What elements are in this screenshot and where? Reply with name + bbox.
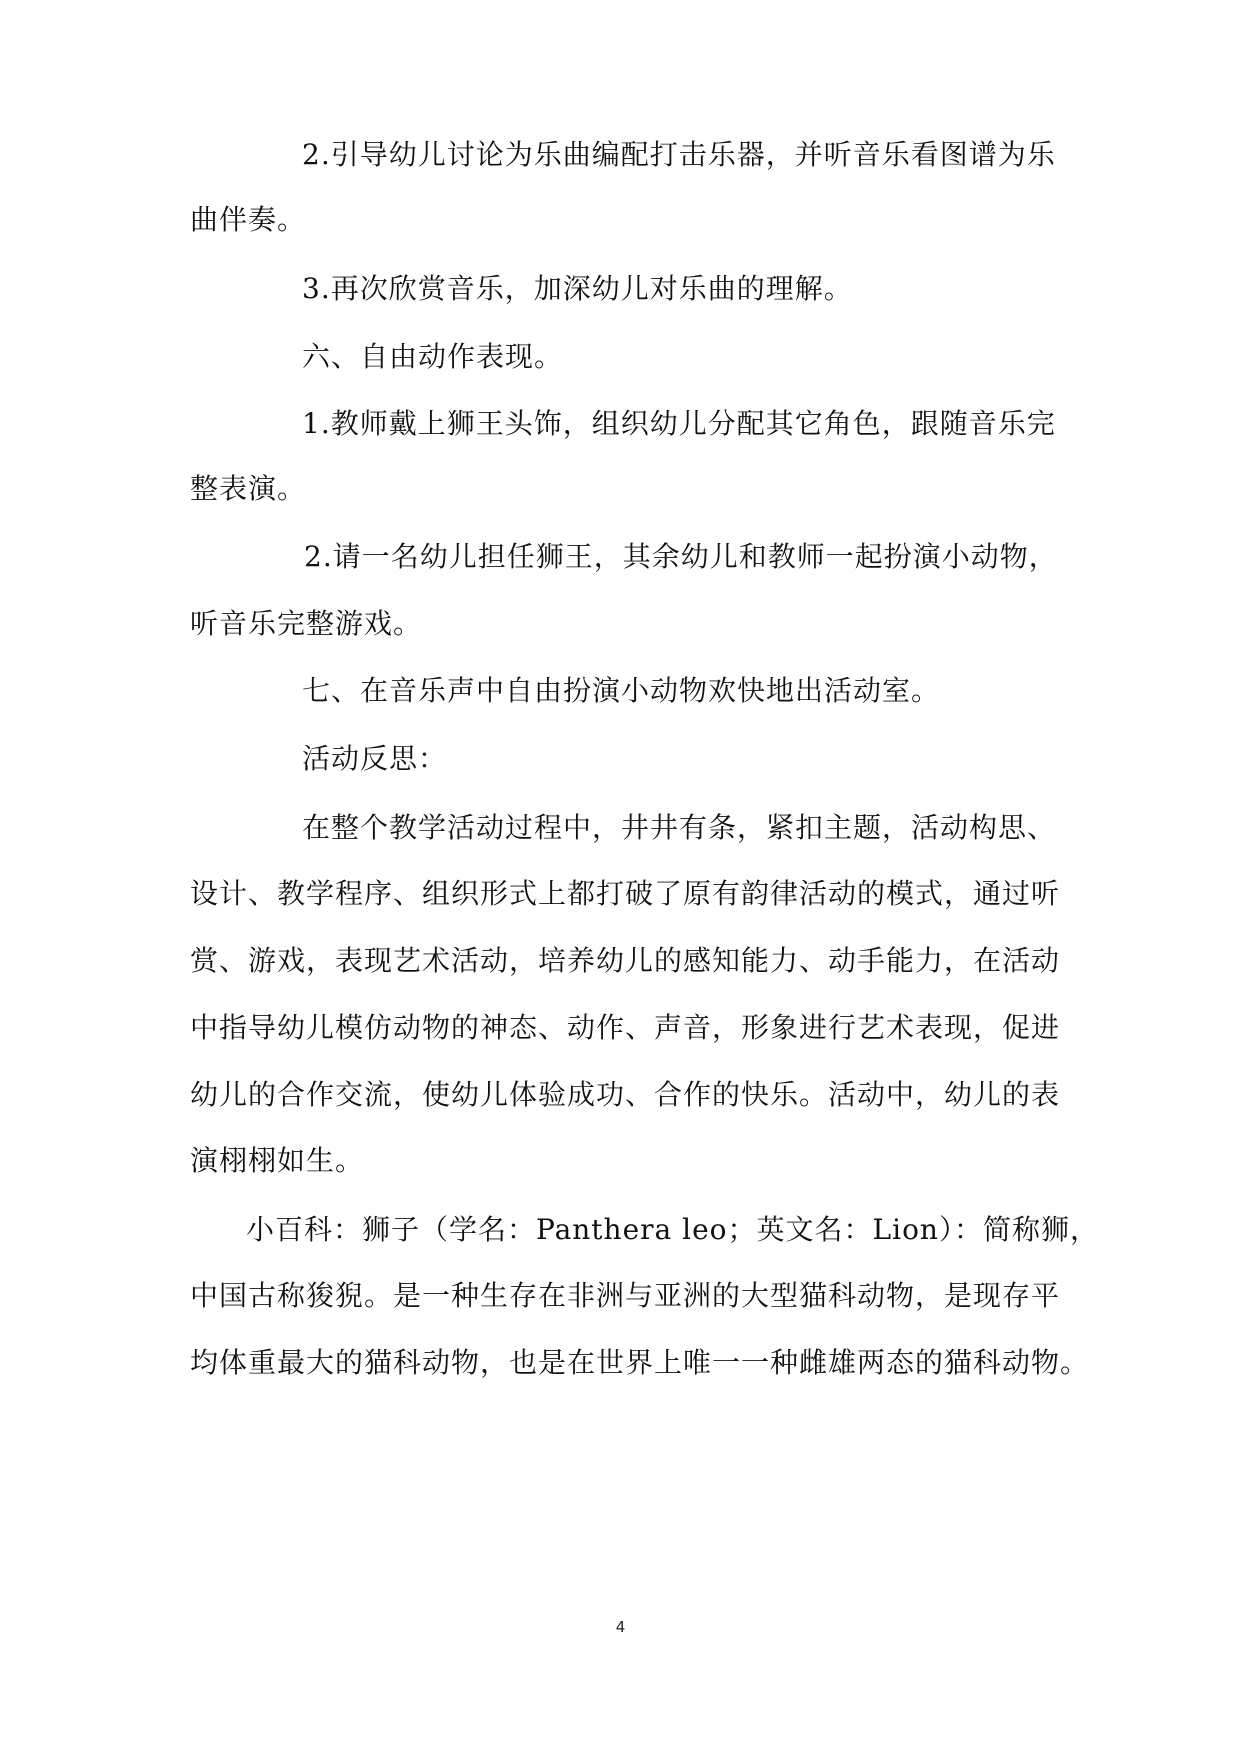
text-line: 设计、教学程序、组织形式上都打破了原有韵律活动的模式，通过听	[190, 877, 1061, 910]
text-line: 小百科：狮子（学名：Panthera leo；英文名：Lion）：简称狮，	[246, 1213, 1099, 1246]
text-line: 赏、游戏，表现艺术活动，培养幼儿的感知能力、动手能力，在活动	[190, 944, 1061, 977]
text-line: 1.教师戴上狮王头饰，组织幼儿分配其它角色，跟随音乐完	[302, 407, 1056, 440]
text-line: 曲伴奏。	[190, 203, 307, 236]
text-line: 2.请一名幼儿担任狮王，其余幼儿和教师一起扮演小动物，	[304, 540, 1058, 573]
text-line: 听音乐完整游戏。	[190, 607, 423, 640]
text-line: 均体重最大的猫科动物，也是在世界上唯一一种雌雄两态的猫科动物。	[190, 1346, 1090, 1379]
text-line: 整表演。	[190, 472, 307, 505]
text-line: 中指导幼儿模仿动物的神态、动作、声音，形象进行艺术表现，促进	[190, 1011, 1061, 1044]
section-heading: 活动反思：	[302, 742, 448, 775]
page-number: 4	[615, 1618, 626, 1636]
text-line: 3.再次欣赏音乐，加深幼儿对乐曲的理解。	[302, 272, 853, 305]
text-line: 中国古称狻猊。是一种生存在非洲与亚洲的大型猫科动物，是现存平	[190, 1279, 1061, 1312]
text-line: 在整个教学活动过程中，井井有条，紧扣主题，活动构思、	[302, 811, 1057, 844]
section-heading: 六、自由动作表现。	[302, 340, 564, 373]
text-line: 幼儿的合作交流，使幼儿体验成功、合作的快乐。活动中，幼儿的表	[190, 1078, 1061, 1111]
text-line: 演栩栩如生。	[190, 1144, 365, 1177]
text-line: 2.引导幼儿讨论为乐曲编配打击乐器，并听音乐看图谱为乐	[302, 138, 1056, 171]
section-heading: 七、在音乐声中自由扮演小动物欢快地出活动室。	[302, 674, 941, 707]
